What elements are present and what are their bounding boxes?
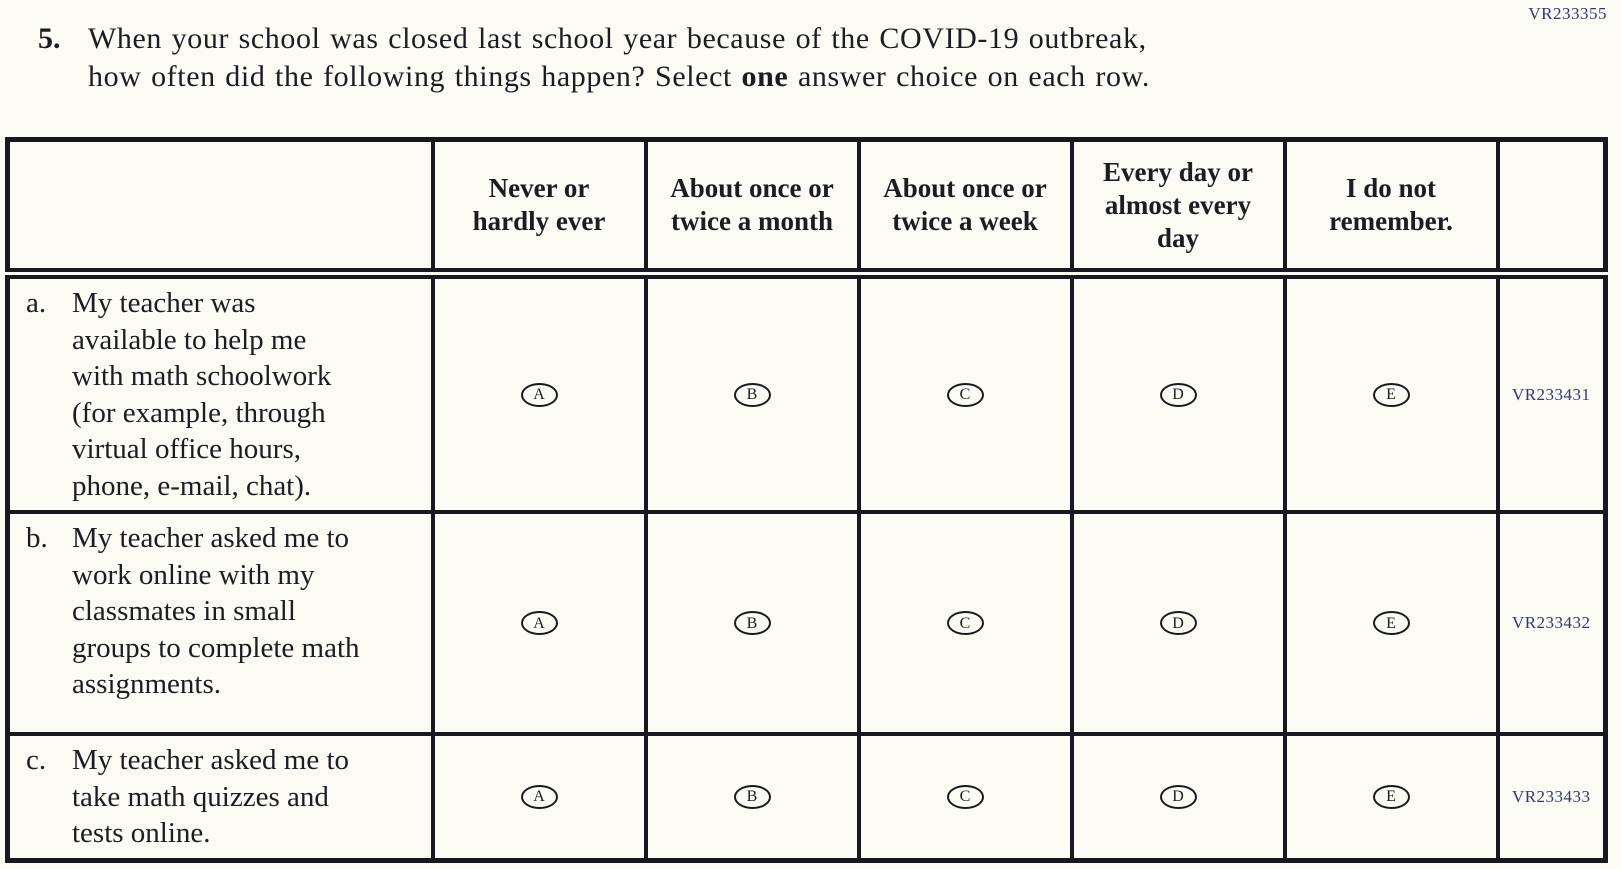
table-row-c (8, 734, 1606, 860)
statement-cell (8, 512, 433, 734)
option-bubble-b[interactable]: B (734, 785, 771, 809)
header-label: About once or twice a week (883, 173, 1047, 236)
header-never-or-hardly-ever (433, 140, 646, 274)
option-cell-c (859, 274, 1072, 513)
question-line2-end: answer choice on each row. (788, 60, 1150, 93)
header-row (8, 140, 1606, 274)
header-code-blank (1498, 140, 1606, 274)
option-bubble-d[interactable]: D (1160, 611, 1197, 635)
header-label: About once or twice a month (670, 173, 834, 236)
question-number: 5. (38, 22, 61, 55)
option-bubble-b[interactable]: B (734, 611, 771, 635)
response-grid (5, 137, 1608, 863)
option-cell-d (1072, 274, 1285, 513)
row-code: VR233433 (1498, 734, 1606, 860)
option-cell-e (1285, 734, 1498, 860)
option-cell-a (433, 274, 646, 513)
form-code: VR233355 (1528, 4, 1607, 23)
row-code: VR233431 (1498, 274, 1606, 513)
header-once-twice-week (859, 140, 1072, 274)
option-cell-b (646, 512, 859, 734)
header-do-not-remember (1285, 140, 1498, 274)
row-code: VR233432 (1498, 512, 1606, 734)
header-every-day (1072, 140, 1285, 274)
row-statement: My teacher asked me to take math quizzes and tests online. (72, 744, 350, 849)
question-block (38, 20, 1150, 96)
header-once-twice-month (646, 140, 859, 274)
row-letter: c. (26, 744, 47, 776)
option-cell-b (646, 274, 859, 513)
option-cell-d (1072, 734, 1285, 860)
question-line1: When your school was closed last school year because of the COVID-19 outbreak, (88, 22, 1147, 55)
statement-cell (8, 274, 433, 513)
option-bubble-e[interactable]: E (1373, 383, 1410, 407)
header-label: Never or hardly ever (472, 173, 606, 236)
option-bubble-b[interactable]: B (734, 383, 771, 407)
option-cell-e (1285, 512, 1498, 734)
statement-cell (8, 734, 433, 860)
option-cell-e (1285, 274, 1498, 513)
row-statement: My teacher was available to help me with math schoolwork (for example, through virtual office hours, phone, e-mail, chat). (72, 287, 332, 502)
option-cell-a (433, 512, 646, 734)
header-label: I do not remember. (1329, 173, 1453, 236)
header-statement-blank (8, 140, 433, 274)
option-bubble-c[interactable]: C (947, 383, 984, 407)
question-bold-word: one (741, 60, 789, 93)
option-cell-d (1072, 512, 1285, 734)
option-bubble-a[interactable]: A (521, 383, 558, 407)
table-row-a (8, 274, 1606, 513)
option-bubble-e[interactable]: E (1373, 611, 1410, 635)
option-bubble-e[interactable]: E (1373, 785, 1410, 809)
option-cell-a (433, 734, 646, 860)
question-text (88, 20, 1150, 96)
question-line2-start: how often did the following things happen? Select (88, 60, 742, 93)
option-bubble-c[interactable]: C (947, 611, 984, 635)
option-cell-b (646, 734, 859, 860)
header-label: Every day or almost every day (1103, 156, 1253, 253)
option-bubble-c[interactable]: C (947, 785, 984, 809)
option-bubble-a[interactable]: A (521, 611, 558, 635)
option-bubble-a[interactable]: A (521, 785, 558, 809)
option-bubble-d[interactable]: D (1160, 785, 1197, 809)
row-letter: b. (26, 522, 48, 554)
row-letter: a. (26, 287, 47, 319)
option-cell-c (859, 512, 1072, 734)
table-row-b (8, 512, 1606, 734)
row-statement: My teacher asked me to work online with my classmates in small groups to complete math assignments. (72, 522, 360, 700)
option-cell-c (859, 734, 1072, 860)
option-bubble-d[interactable]: D (1160, 383, 1197, 407)
